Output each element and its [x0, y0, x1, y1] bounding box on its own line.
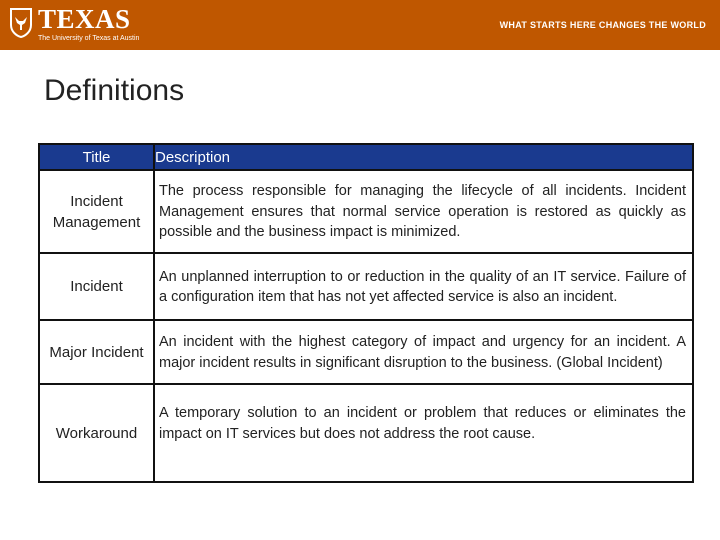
logo-wordmark: TEXAS	[38, 4, 131, 34]
description-cell: A temporary solution to an incident or problem that reduces or eliminates the impact on IT services but does not address the root cause.	[154, 384, 693, 482]
description-cell: An unplanned interruption to or reduction in the quality of an IT service. Failure of a configuration item that has not yet affected service is also an incident.	[154, 253, 693, 320]
ut-logo	[10, 6, 139, 44]
term-cell: Incident	[39, 253, 154, 320]
description-cell: The process responsible for managing the lifecycle of all incidents. Incident Management ensures that normal service operation is restored as quickly as possible and the business impact is minimized.	[154, 170, 693, 253]
header-banner	[0, 0, 720, 50]
table-header-row	[39, 144, 693, 170]
logo-subtitle: The University of Texas at Austin	[38, 35, 140, 42]
column-header-description: Description	[154, 144, 693, 170]
definitions-table	[38, 143, 694, 483]
term-cell: Incident Management	[39, 170, 154, 253]
page-title: Definitions	[44, 74, 185, 107]
longhorn-shield-icon	[10, 8, 32, 38]
table-row	[39, 253, 693, 320]
tagline: WHAT STARTS HERE CHANGES THE WORLD	[499, 20, 706, 30]
description-cell: An incident with the highest category of impact and urgency for an incident. A major incident results in significant disruption to the business. (Global Incident)	[154, 320, 693, 384]
column-header-title: Title	[39, 144, 154, 170]
table-row	[39, 320, 693, 384]
term-cell: Workaround	[39, 384, 154, 482]
table-row	[39, 384, 693, 482]
table-row	[39, 170, 693, 253]
term-cell: Major Incident	[39, 320, 154, 384]
